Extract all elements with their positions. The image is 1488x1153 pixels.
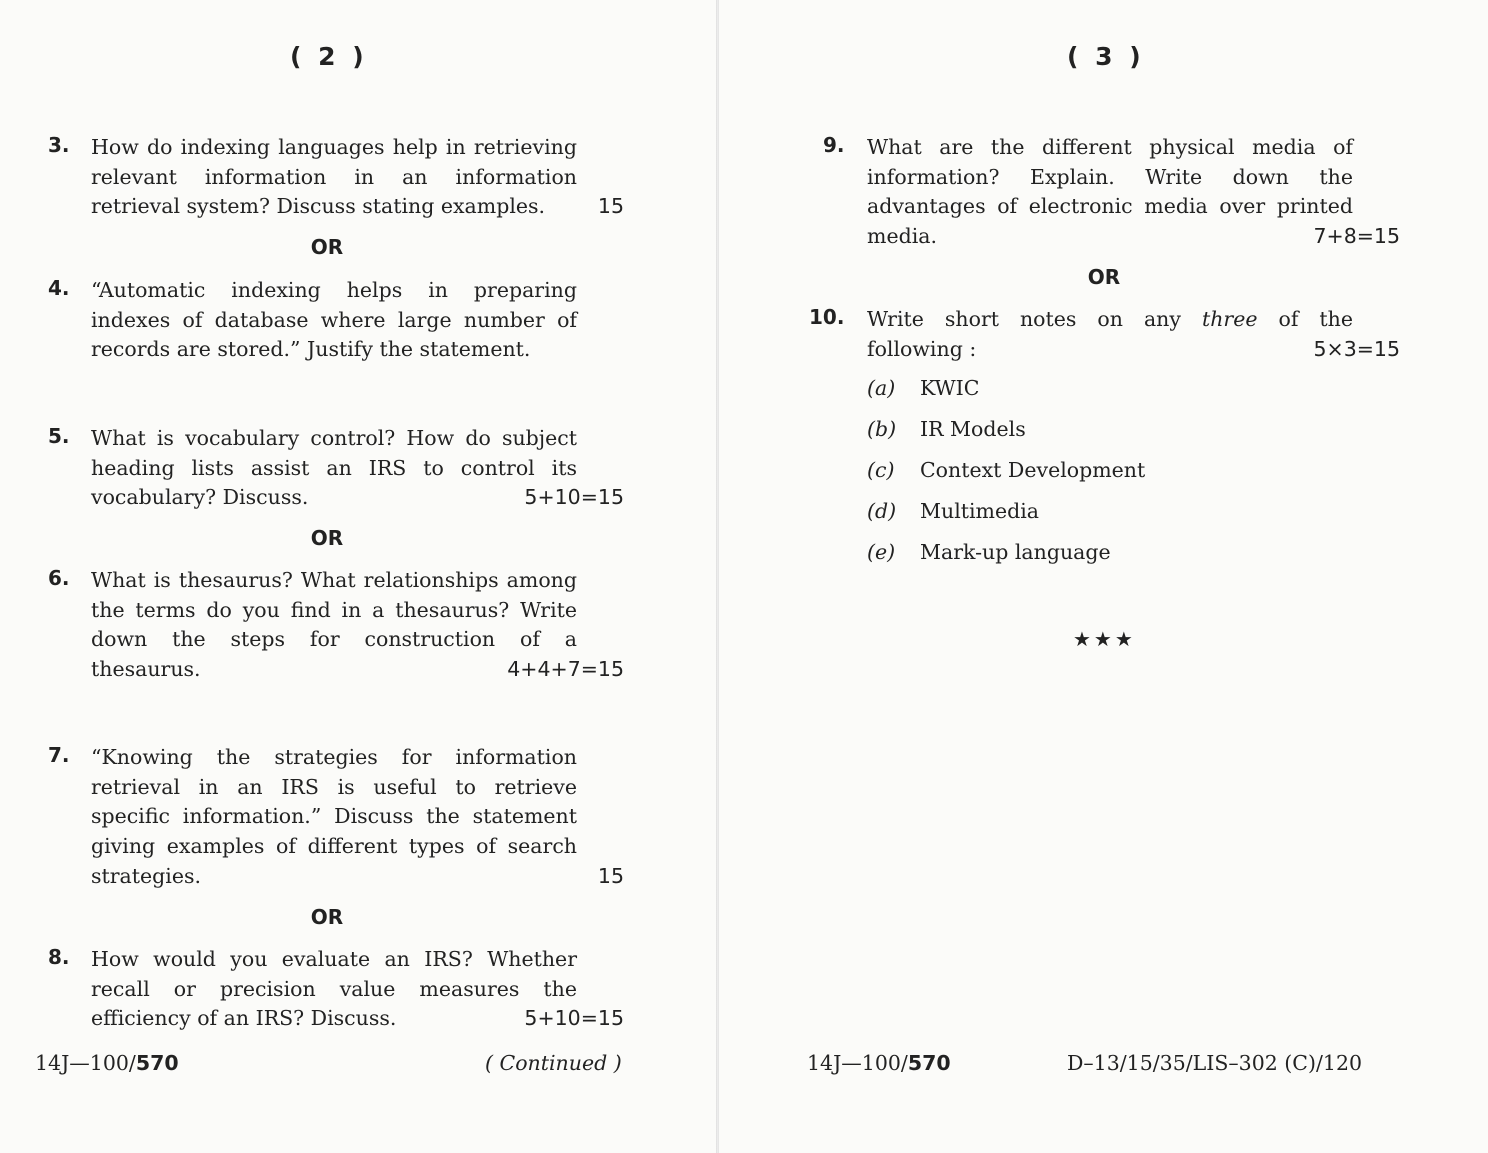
question-text	[867, 133, 1353, 252]
question-marks: 4+4+7=15	[507, 657, 624, 682]
left-page	[0, 0, 718, 1153]
or-divider: OR	[1087, 265, 1121, 289]
or-divider: OR	[310, 526, 344, 550]
option-text: Mark-up language	[920, 540, 1111, 564]
question-number: 8.	[48, 945, 70, 969]
question-body-start: Write short notes on any	[867, 307, 1202, 331]
question-number: 7.	[48, 743, 70, 767]
question-number: 3.	[48, 133, 70, 157]
option-label: (d)	[867, 499, 897, 523]
or-divider: OR	[310, 235, 344, 259]
question-number: 5.	[48, 424, 70, 448]
option-text: IR Models	[920, 417, 1026, 441]
question-number: 9.	[823, 133, 845, 157]
question-emphasis: three	[1201, 307, 1258, 331]
option-label: (c)	[867, 458, 895, 482]
paper-code: D–13/15/35/LIS–302 (C)/120	[1067, 1051, 1363, 1075]
option-text: KWIC	[920, 376, 980, 400]
option-text: Multimedia	[920, 499, 1040, 523]
question-marks: 5×3=15	[1313, 336, 1400, 361]
option-label: (a)	[867, 376, 896, 400]
footer-code-bold: 570	[907, 1051, 951, 1075]
question-text: How do indexing languages help in retrieving relevant information in an information retrieval system? Discuss stating examples.	[91, 135, 577, 219]
right-page	[719, 0, 1488, 1153]
question-marks: 15	[597, 194, 624, 219]
question-number: 4.	[48, 276, 70, 300]
footer-code-prefix: 14J—100/	[807, 1051, 908, 1075]
question-body-end: of the following :	[867, 307, 1353, 361]
or-divider: OR	[310, 905, 344, 929]
question-marks: 5+10=15	[524, 1006, 624, 1031]
option-text: Context Development	[920, 458, 1146, 482]
question-text	[867, 305, 1353, 364]
footer-code	[807, 1051, 951, 1075]
question-number: 10.	[809, 305, 845, 329]
question-text: How would you evaluate an IRS? Whether recall or precision value measures the efficiency of an IRS? Discuss.	[91, 947, 577, 1031]
page-number: ( 3 )	[1067, 42, 1145, 71]
question-body: What are the different physical media of information? Explain. Write down the advantages of electronic media over printed media.	[867, 135, 1353, 249]
option-label: (e)	[867, 540, 896, 564]
continued-label: ( Continued )	[485, 1051, 622, 1075]
question-number: 6.	[48, 566, 70, 590]
option-label: (b)	[867, 417, 897, 441]
question-text: “Knowing the strategies for information retrieval in an IRS is useful to retrieve specific information.” Discuss the statement giving examples of different types of search strategies.	[91, 745, 577, 888]
question-marks: 15	[597, 863, 624, 888]
question-text: What is thesaurus? What relationships among the terms do you find in a thesaurus? Write down the steps for construction of a thesaurus.	[91, 568, 577, 682]
question-text: “Automatic indexing helps in preparing indexes of database where large number of records are stored.” Justify the statement.	[91, 278, 577, 362]
end-stars: ★★★	[1073, 627, 1136, 651]
page-number: ( 2 )	[290, 42, 368, 71]
footer-code-prefix: 14J—100/	[35, 1051, 136, 1075]
question-text: What is vocabulary control? How do subject heading lists assist an IRS to control its vocabulary? Discuss.	[91, 426, 577, 510]
question-marks: 5+10=15	[524, 485, 624, 510]
question-marks: 7+8=15	[1313, 224, 1400, 249]
footer-code	[35, 1051, 179, 1075]
footer-code-bold: 570	[135, 1051, 179, 1075]
